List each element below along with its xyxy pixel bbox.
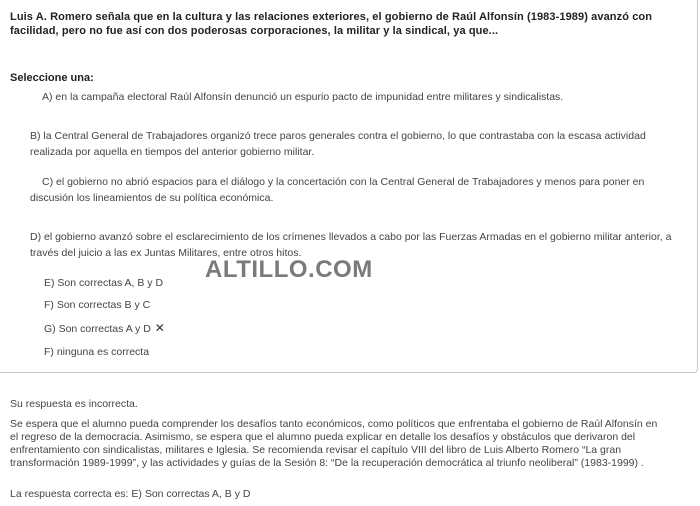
option-f[interactable]: F) Son correctas B y C bbox=[44, 299, 151, 311]
select-prompt: Seleccione una: bbox=[10, 72, 94, 84]
cross-icon: ✕ bbox=[154, 321, 165, 335]
option-e[interactable]: E) Son correctas A, B y D bbox=[44, 277, 164, 289]
option-d[interactable]: D) el gobierno avanzó sobre el esclarecimiento de los crímenes llevados a cabo por las Fuerzas Armadas en el gobierno militar anterior, a través del juicio a las ex Juntas Militares, entre otros hitos. bbox=[30, 231, 672, 259]
option-g[interactable] bbox=[44, 320, 344, 337]
correct-answer: La respuesta correcta es: E) Son correctas A, B y D bbox=[10, 488, 251, 500]
option-g-label: G) Son correctas A y D bbox=[44, 323, 151, 335]
option-b[interactable]: B) la Central General de Trabajadores organizó trece paros generales contra el gobierno, lo que contrastaba con la escasa actividad realizada por aquella en tiempos del anterior gobierno militar. bbox=[30, 130, 646, 158]
option-f2[interactable]: F) ninguna es correcta bbox=[44, 346, 150, 358]
option-c[interactable]: C) el gobierno no abrió espacios para el diálogo y la concertación con la Central General de Trabajadores y menos para poner en discusión los lineamientos de su política económica. bbox=[30, 176, 645, 204]
option-a[interactable]: A) en la campaña electoral Raúl Alfonsín denunció un espurio pacto de impunidad entre militares y sindicalistas. bbox=[42, 91, 564, 103]
watermark: ALTILLO.COM bbox=[205, 256, 373, 283]
feedback-explanation: Se espera que el alumno pueda comprender los desafíos tanto económicos, como políticos que enfrentaba el gobierno de Raúl Alfonsín en el regreso de la democracia. Asimismo, se espera que el alumno pueda explicar en detalle los desafíos y obstáculos que derivaron del enfrentamiento con sindicalistas, militares e Iglesia. Se recomienda revisar el capítulo VIII del libro de Luis Alberto Romero “La gran transformación 1989-1999”, y las actividades y guías de la Sesión 8: “De la recuperación democrática al triunfo neoliberal” (1983-1999) . bbox=[10, 418, 658, 469]
feedback-status: Su respuesta es incorrecta. bbox=[10, 398, 138, 410]
question-text: Luis A. Romero señala que en la cultura y las relaciones exteriores, el gobierno de Raúl Alfonsín (1983-1989) avanzó con facilidad, pero no fue así con dos poderosas corporaciones, la militar y la sindical, ya que... bbox=[10, 11, 653, 37]
